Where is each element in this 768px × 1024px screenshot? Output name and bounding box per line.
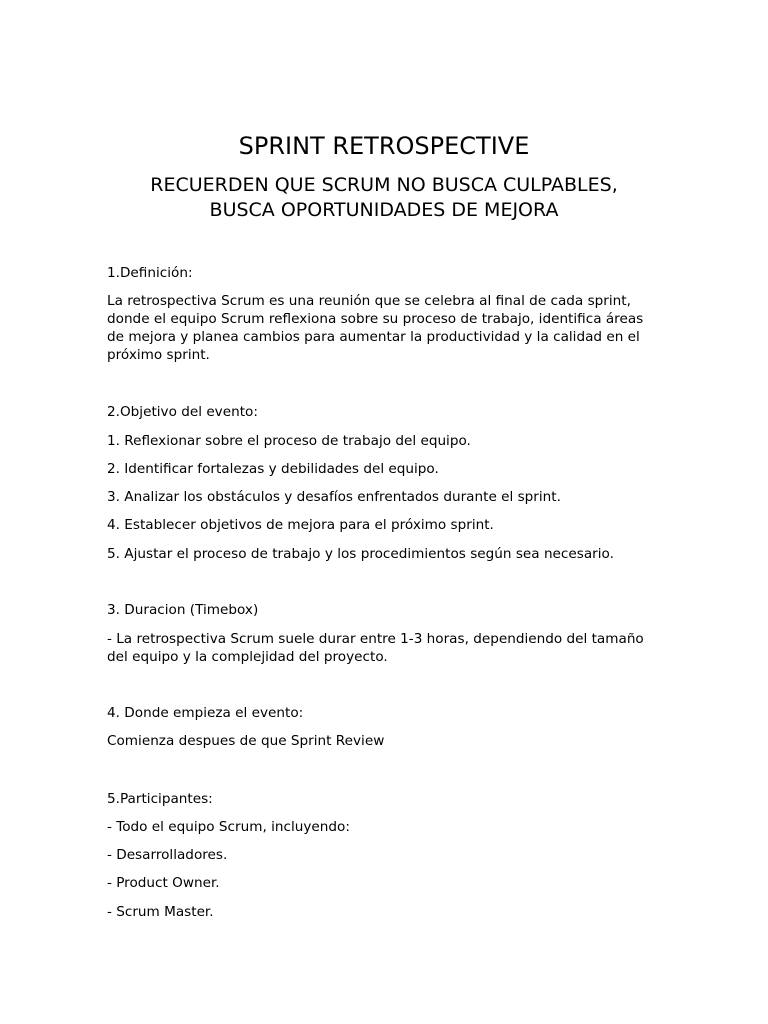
objetivo-item-2: 2. Identificar fortalezas y debilidades del equipo. [107, 461, 439, 477]
section-body-donde: Comienza despues de que Sprint Review [107, 733, 385, 749]
section-heading-definicion: 1.Definición: [107, 265, 193, 281]
subtitle-line-1: RECUERDEN QUE SCRUM NO BUSCA CULPABLES, [150, 174, 618, 196]
objetivo-item-1: 1. Reflexionar sobre el proceso de trabajo del equipo. [107, 433, 471, 449]
participantes-item-4: - Scrum Master. [107, 904, 214, 920]
objetivo-item-5: 5. Ajustar el proceso de trabajo y los procedimientos según sea necesario. [107, 546, 614, 562]
section-heading-donde: 4. Donde empieza el evento: [107, 705, 304, 721]
subtitle-line-2: BUSCA OPORTUNIDADES DE MEJORA [209, 199, 559, 221]
objetivo-item-3: 3. Analizar los obstáculos y desafíos enfrentados durante el sprint. [107, 489, 561, 505]
objetivo-item-4: 4. Establecer objetivos de mejora para el próximo sprint. [107, 517, 494, 533]
document-subtitle [0, 173, 768, 223]
section-heading-objetivo: 2.Objetivo del evento: [107, 404, 258, 420]
document-title: SPRINT RETROSPECTIVE [238, 132, 530, 160]
section-body-duracion: - La retrospectiva Scrum suele durar entre 1-3 horas, dependiendo del tamaño del equipo y la complejidad del proyecto. [107, 631, 644, 665]
participantes-item-2: - Desarrolladores. [107, 847, 228, 863]
section-body-definicion: La retrospectiva Scrum es una reunión que se celebra al final de cada sprint, donde el equipo Scrum reflexiona sobre su proceso de trabajo, identifica áreas de mejora y planea cambios para aumentar la productividad y la calidad en el próximo sprint. [107, 293, 644, 363]
participantes-item-1: - Todo el equipo Scrum, incluyendo: [107, 819, 350, 835]
section-heading-participantes: 5.Participantes: [107, 791, 213, 807]
participantes-item-3: - Product Owner. [107, 875, 220, 891]
section-heading-duracion: 3. Duracion (Timebox) [107, 602, 259, 618]
